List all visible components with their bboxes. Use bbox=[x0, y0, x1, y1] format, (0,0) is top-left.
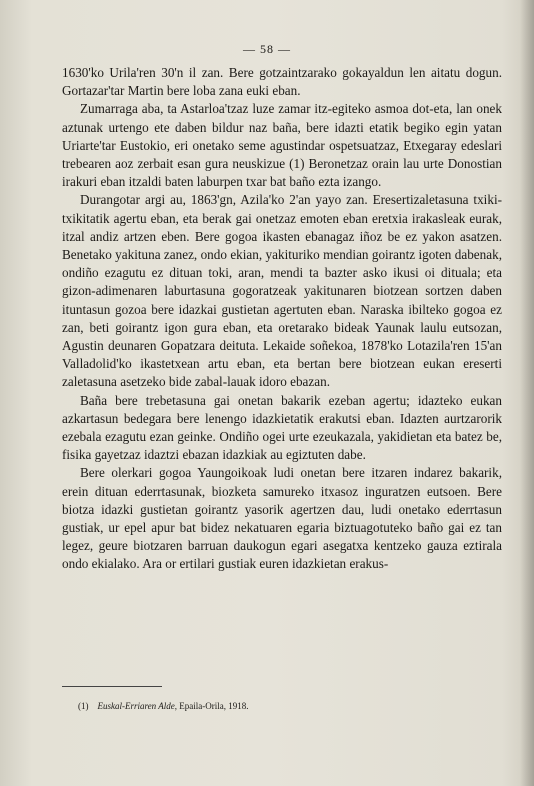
footnote-rule bbox=[62, 686, 162, 687]
paragraph-4: Baña bere trebetasuna gai onetan bakarik ezeban agertu; idazteko eukan azkartasun bedegara bere lenengo idazkietatik erakutsi eban. Idazten aurtzarorik ezebala ezagutu ezan geinke. Ondiño ogei urte ezeukazala, yakidietan eta batez be, fisika gayetzaz idaztzi ebazan idazkiak au egiztuten dabe. bbox=[62, 392, 502, 463]
body-text bbox=[62, 64, 502, 574]
paragraph-1: 1630'ko Urila'ren 30'n il zan. Bere gotzaintzarako gokayaldun len aitatu dogun. Gortazar'tar Martin bere loba zana euki eban. bbox=[62, 65, 502, 99]
paragraph-2: Zumarraga aba, ta Astarloa'tzaz luze zamar itz-egiteko asmoa dot-eta, lan onek aztunak urtengo ete daben bildur naz baña, bere idazti etatik begiko egin yatan Uriarte'tar Eustokio, eri onetako seme agustindar ospetsuatzaz, Etxegaray edeslari trebearen aoz zerbait esan gura neuskizue (1) Beronetzaz orain lau urte Donostian irakuri eban itzaldi baten laburpen txar bat baño ezta izango. bbox=[62, 101, 502, 190]
footnote-marker: (1) bbox=[78, 701, 89, 711]
paragraph-3: Durangotar argi au, 1863'gn, Azila'ko 2'an yayo zan. Eresertizaletasuna txiki-txikitatik agertu eban, eta berak gai onetzaz emoten eban eretxia irakasleak eurak, itzal andiz artzen eben. Bere gogoa ikasten ebanagaz iñoz be ez yakon asatzen. Benetako yakituna zanez, ondo ekian, yakituriko mendian goirantz igoten dabenak, ondiño ezagutu ez dituan toki, aran, mendi ta bazter asko ikusi oi dituala; eta gizon-adimenaren laburtasuna gogoratzeak yakitunaren biotzean sortzen daben ituntasun gozoa bere idazkai gustietan agertuten eban. Naraska ibilteko gogoa ez zan, beti goirantz igon gura eban, eta oretarako bideak Yaunak laulu eutsozan, Agustin deunaren Gopatzara deituta. Lekaide soñekoa, 1878'ko Lotazila'ren 15'an Valladolid'ko ikastetxean artu eban, eta bertan bere biotzean eukan ereserti zaletasuna asetzeko bide zabal-lauak idoro ebazan. bbox=[62, 192, 502, 390]
page-number: — 58 — bbox=[243, 42, 291, 56]
paragraph-5: Bere olerkari gogoa Yaungoikoak ludi onetan bere itzaren indarez bakarik, erein dituan ederrtasunak, biozketa samureko itxasoz inguratzen eutsoen. Bere biotza idazki gustietan goirantz yasorik agertzen dau, ludi onetako ederrtasun gustiak, ur epel apur bat bidez nekatuaren egaria biztuagotuteko baño gai ez tan legez, geure biotzaren barruan daukogun egari asegatxa kentzeko gauza eztirala ondo ekialako. Ara or ertilari gustiak euren idazkietan erakus- bbox=[62, 465, 502, 572]
footnote bbox=[78, 700, 248, 712]
footnote-source: Euskal-Erriaren Alde, bbox=[97, 701, 177, 711]
page-edge-shadow bbox=[520, 0, 534, 786]
footnote-detail: Epaila-Orila, 1918. bbox=[179, 701, 249, 711]
